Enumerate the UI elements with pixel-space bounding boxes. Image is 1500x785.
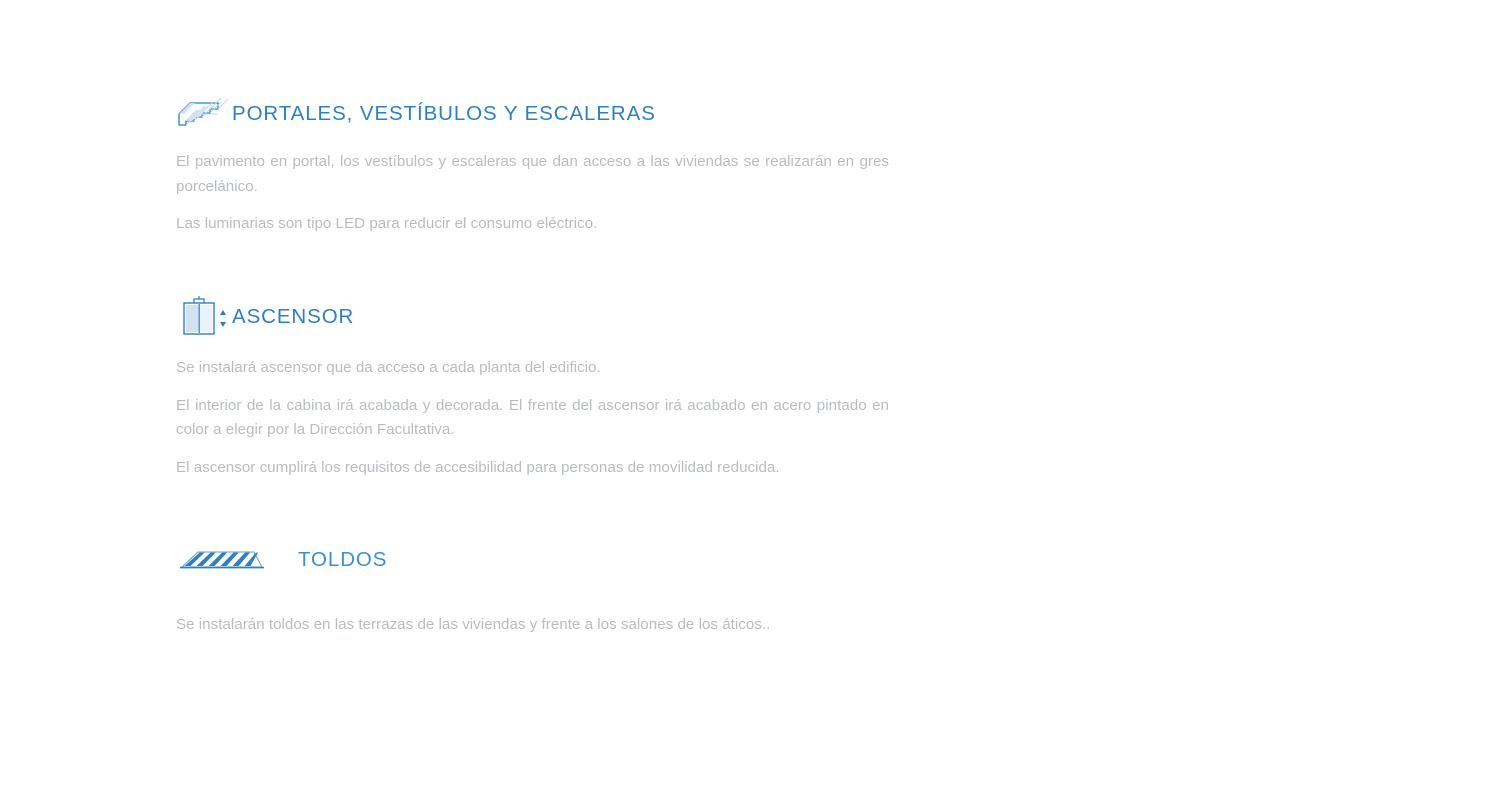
awning-icon <box>176 539 280 581</box>
paragraph: El ascensor cumplirá los requisitos de accesibilidad para personas de movilidad reducida. <box>176 458 780 476</box>
section-header-portales <box>176 92 936 136</box>
section-header-toldos <box>176 538 936 582</box>
section-title-ascensor: ASCENSOR <box>232 304 355 328</box>
paragraph: El pavimento en portal, los vestíbulos y escaleras que dan acceso a las viviendas se realizarán en gres porcelánico. <box>176 153 889 195</box>
paragraph: Se instalarán toldos en las terrazas de las viviendas y frente a los salones de los áticos.. <box>176 616 771 634</box>
section-ascensor <box>176 295 936 481</box>
section-toldos <box>176 538 936 638</box>
section-title-toldos: TOLDOS <box>298 548 388 572</box>
section-portales <box>176 92 936 237</box>
document-content <box>176 92 936 651</box>
paragraph: Las luminarias son tipo LED para reducir el consumo eléctrico. <box>176 215 598 233</box>
stairs-icon <box>176 93 232 135</box>
paragraph: Se instalará ascensor que da acceso a cada planta del edificio. <box>176 358 601 376</box>
elevator-icon <box>176 296 232 338</box>
section-title-portales: PORTALES, VESTÍBULOS Y ESCALERAS <box>232 102 656 125</box>
section-header-ascensor <box>176 295 936 339</box>
paragraph: El interior de la cabina irá acabada y decorada. El frente del ascensor irá acabado en acero pintado en color a elegir por la Dirección Facultativa. <box>176 396 889 439</box>
